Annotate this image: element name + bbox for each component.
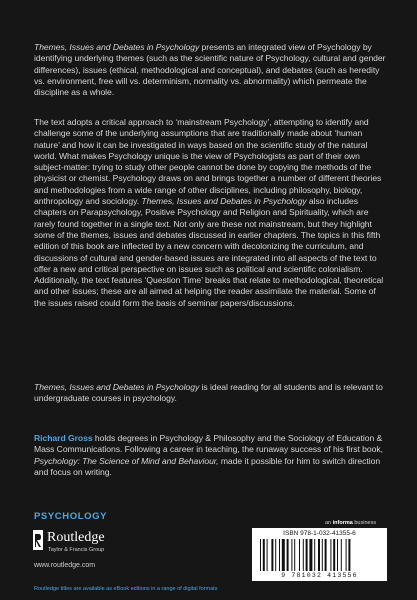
informa-brand: informa [332, 520, 353, 526]
barcode-number: 9 781032 413556 [281, 572, 358, 579]
subject-category: PSYCHOLOGY [34, 511, 108, 522]
publisher-group: Taylor & Francis Group [48, 547, 105, 553]
book-title: Themes, Issues and Debates in Psychology [34, 382, 200, 392]
informa-prefix: an [325, 520, 333, 526]
routledge-logo-icon [33, 530, 43, 550]
author-bio-text-1: holds degrees in Psychology & Philosophy and the Sociology of Education & Mass Communications. Following a career in teaching, the runaway success of his first book, [34, 433, 383, 455]
intro-paragraph [34, 42, 387, 98]
book-title: Themes, Issues and Debates in Psychology [141, 196, 307, 207]
author-bio [34, 433, 387, 478]
barcode-icon [260, 539, 379, 571]
audience-text: is ideal reading for all students and is relevant to undergraduate courses in psychology. [34, 382, 383, 404]
approach-text-1: The text adopts a critical approach to ‘mainstream Psychology’, attempting to identify and challenge some of the underlying assumptions that are traditionally made about ‘human nature’ and how it can be investigated in ways based on the scientific study of the natural world. What makes Psychology unique is the view of Psychologists as part of their own subject-matter: trying to study other people cannot be done by copying the methods of the physicist or chemist. Psychology draws on and brings together a number of different theories and methodologies from a wide range of other disciplines, including philosophy, biology, anthropology and sociology. [34, 117, 382, 207]
author-first-book: Psychology: The Science of Mind and Behaviour, [34, 455, 219, 466]
book-title: Themes, Issues and Debates in Psychology [34, 42, 200, 52]
informa-tagline [325, 520, 376, 526]
publisher-name: Routledge [47, 530, 105, 545]
publisher-block [33, 528, 153, 568]
informa-suffix: business [352, 520, 377, 526]
publisher-website: www.routledge.com [34, 562, 96, 569]
isbn-label: ISBN 978-1-032-41355-6 [283, 530, 356, 537]
intro-text: presents an integrated view of Psychology by identifying underlying themes (such as the scientific nature of Psychology, cultural and gender differences), issues (ethical, methodological and conceptual), and debates (such as heredity vs. environment, free will vs. determinism, normality vs. abnormality) which permeate the discipline as a whole. [34, 42, 386, 98]
audience-paragraph [34, 382, 387, 405]
approach-paragraph [34, 117, 387, 309]
ebook-footnote: Routledge titles are available as eBook editions in a range of digital formats [34, 586, 218, 592]
approach-text-2: also includes chapters on Parapsychology, Positive Psychology and Religion and Spirituality, which are rarely found together in a single text. Not only are these not mainstream, but they highlight some of the themes, issues and debates discussed in earlier chapters. The topics in this fifth edition of this book are inflected by a new concern with decolonizing the curriculum, and discussions of cultural and gender-based issues are integrated into all aspects of the text to offer a new and critical perspective on issues such as political and scientific colonialism. Additionally, the text features ‘Question Time’ breaks that relate to methodological, theoretical and other issues; these are all aimed at helping the reader assimilate the material. Some of the issues raised could form the basis of seminar papers/discussions. [34, 196, 384, 308]
isbn-barcode [252, 528, 387, 581]
author-name: Richard Gross [34, 433, 93, 443]
author-bio-text-2: made it possible for him to switch direction and focus on writing. [34, 455, 381, 477]
